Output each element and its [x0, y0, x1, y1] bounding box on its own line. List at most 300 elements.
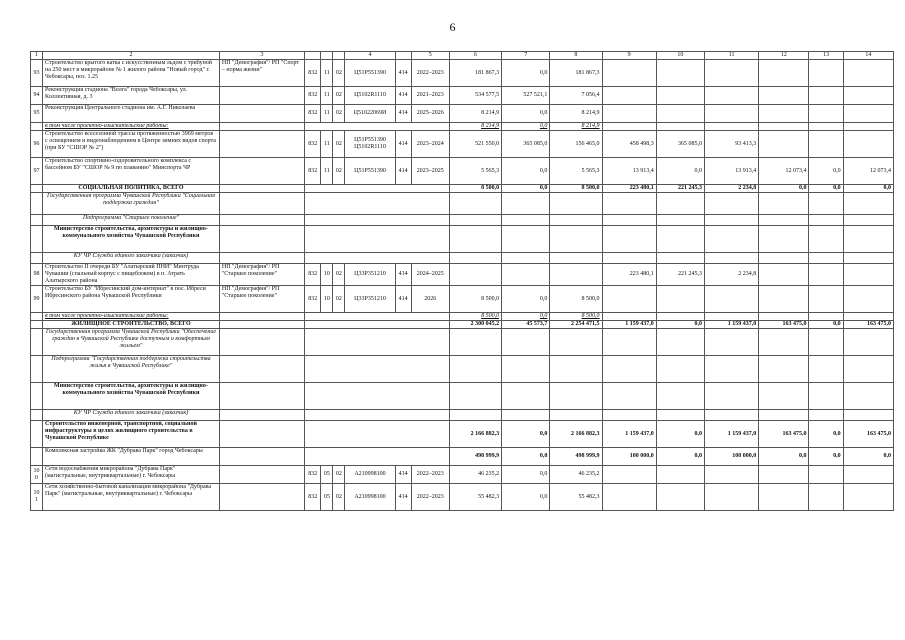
- amount-v12: 163 475,0: [759, 321, 809, 329]
- grbs-code: 832: [305, 484, 321, 511]
- amount-v6: 2 300 045,2: [449, 321, 501, 329]
- amount-v14: [843, 105, 893, 123]
- amount-v12: 12 073,4: [759, 158, 809, 185]
- amount-v11: 1 159 437,0: [705, 321, 759, 329]
- amount-v9: 223 480,1: [602, 264, 656, 286]
- amount-v12: [759, 60, 809, 87]
- amount-v7: 0,0: [502, 484, 550, 511]
- empty-cell: [305, 448, 450, 466]
- amount-v8: 46 235,2: [550, 466, 602, 484]
- program-name: [219, 466, 304, 484]
- empty-cell: [305, 123, 450, 131]
- amount-v13: [809, 484, 843, 511]
- amount-v8: 8 214,9: [550, 105, 602, 123]
- amount-v6: 5 565,3: [449, 158, 501, 185]
- target-article-code: А210998100: [345, 484, 395, 511]
- amount-v10: [656, 87, 704, 105]
- amount-v10: [656, 123, 704, 131]
- empty-cell: [219, 421, 304, 448]
- table-row: [31, 286, 894, 313]
- target-article-code: Ц33Р351210: [345, 264, 395, 286]
- section-code: 05: [321, 466, 333, 484]
- grbs-code: 832: [305, 87, 321, 105]
- amount-v11: [705, 329, 759, 356]
- program-name: НП "Демография"/ РП "Старшее поколение": [219, 286, 304, 313]
- empty-cell: [305, 356, 450, 383]
- construction-period: 2022–2023: [411, 466, 449, 484]
- amount-v12: [759, 253, 809, 264]
- amount-v13: [809, 466, 843, 484]
- column-header: 7: [502, 52, 550, 60]
- row-number: 98: [31, 264, 43, 286]
- amount-v6: [449, 410, 501, 421]
- section-header-row: [31, 253, 894, 264]
- column-header: 14: [843, 52, 893, 60]
- amount-v12: [759, 313, 809, 321]
- column-header: [321, 52, 333, 60]
- amount-v14: [843, 313, 893, 321]
- table-row: [31, 264, 894, 286]
- row-title: СОЦИАЛЬНАЯ ПОЛИТИКА, ВСЕГО: [43, 185, 220, 193]
- subsection-code: 02: [333, 264, 345, 286]
- amount-v7: [502, 410, 550, 421]
- amount-v10: [656, 466, 704, 484]
- target-article-code: Ц5102R1110: [345, 87, 395, 105]
- amount-v10: [656, 410, 704, 421]
- amount-v8: [550, 193, 602, 215]
- section-title: КУ ЧР Служба единого заказчика (заказчик): [43, 410, 220, 421]
- budget-table: [30, 51, 894, 511]
- grbs-code: 832: [305, 158, 321, 185]
- amount-v9: [602, 484, 656, 511]
- amount-v14: [843, 60, 893, 87]
- amount-v12: [759, 466, 809, 484]
- amount-v9: 1 159 437,0: [602, 321, 656, 329]
- target-article-code: Ц51Р551390 Ц5102R1110: [345, 131, 395, 158]
- amount-v7: [502, 356, 550, 383]
- amount-v10: [656, 105, 704, 123]
- amount-v8: 156 465,0: [550, 131, 602, 158]
- amount-v6: [449, 383, 501, 410]
- amount-v12: [759, 193, 809, 215]
- amount-v8: [550, 356, 602, 383]
- amount-v9: [602, 286, 656, 313]
- expense-type-code: 414: [395, 286, 411, 313]
- amount-v8: 181 867,3: [550, 60, 602, 87]
- section-title: Подпрограмма "Государственная поддержка строительства жилья в Чувашской Республике": [43, 356, 220, 383]
- subsection-code: 02: [333, 131, 345, 158]
- program-name: НП "Демография"/ РП "Старшее поколение": [219, 264, 304, 286]
- amount-v10: [656, 253, 704, 264]
- table-row: [31, 131, 894, 158]
- column-header: 4: [345, 52, 395, 60]
- amount-v11: [705, 286, 759, 313]
- amount-v13: [809, 313, 843, 321]
- amount-v10: 0,0: [656, 321, 704, 329]
- amount-v11: [705, 356, 759, 383]
- empty-cell: [219, 185, 304, 193]
- amount-v14: [843, 484, 893, 511]
- column-header: 10: [656, 52, 704, 60]
- row-title: в том числе проектно-изыскательские работы:: [43, 313, 220, 321]
- amount-v7: 0,0: [502, 286, 550, 313]
- empty-cell: [219, 383, 304, 410]
- amount-v9: [602, 60, 656, 87]
- amount-v14: 0,0: [843, 448, 893, 466]
- empty-cell: [219, 123, 304, 131]
- amount-v9: [602, 329, 656, 356]
- row-number: 100: [31, 466, 43, 484]
- amount-v14: [843, 383, 893, 410]
- amount-v10: [656, 286, 704, 313]
- amount-v11: 1 159 437,0: [705, 421, 759, 448]
- construction-period: 2025–2026: [411, 105, 449, 123]
- amount-v13: [809, 131, 843, 158]
- row-number: [31, 321, 43, 329]
- row-number: [31, 383, 43, 410]
- amount-v6: [449, 193, 501, 215]
- object-name: Реконструкция стадиона "Волга" города Чебоксары, ул. Коллективная, д. 3: [43, 87, 220, 105]
- row-title: в том числе проектно-изыскательские работы:: [43, 123, 220, 131]
- amount-v7: 0,0: [502, 421, 550, 448]
- object-name: Строительство БУ "Ибресинский дом-интернат" в пос. Ибреси Ибресинского района Чувашской Республики: [43, 286, 220, 313]
- construction-period: 2024–2025: [411, 264, 449, 286]
- amount-v11: [705, 253, 759, 264]
- amount-v12: [759, 264, 809, 286]
- table-row: [31, 87, 894, 105]
- column-header: 11: [705, 52, 759, 60]
- row-number: 101: [31, 484, 43, 511]
- target-article-code: А210998100: [345, 466, 395, 484]
- amount-v6: 8 214,9: [449, 105, 501, 123]
- amount-v12: [759, 329, 809, 356]
- row-title: Строительство инженерной, транспортной, социальной инфраструктуры в целях жилищного строительства в Чувашской Республике: [43, 421, 220, 448]
- row-number: [31, 448, 43, 466]
- column-header: 1: [31, 52, 43, 60]
- amount-v7: 0,0: [502, 158, 550, 185]
- amount-v6: [449, 226, 501, 253]
- expense-type-code: 414: [395, 484, 411, 511]
- grbs-code: 832: [305, 286, 321, 313]
- amount-v6: [449, 356, 501, 383]
- amount-v8: [550, 215, 602, 226]
- table-row: [31, 158, 894, 185]
- empty-cell: [305, 383, 450, 410]
- empty-cell: [305, 215, 450, 226]
- amount-v13: [809, 60, 843, 87]
- grbs-code: 832: [305, 60, 321, 87]
- amount-v11: [705, 484, 759, 511]
- section-code: 11: [321, 60, 333, 87]
- section-header-row: [31, 215, 894, 226]
- amount-v8: 2 166 882,3: [550, 421, 602, 448]
- amount-v14: [843, 87, 893, 105]
- group-row: [31, 421, 894, 448]
- amount-v8: [550, 253, 602, 264]
- row-number: [31, 226, 43, 253]
- amount-v11: [705, 215, 759, 226]
- amount-v7: 0,0: [502, 313, 550, 321]
- amount-v14: [843, 253, 893, 264]
- row-number: [31, 215, 43, 226]
- amount-v14: [843, 286, 893, 313]
- amount-v13: 0,0: [809, 321, 843, 329]
- amount-v9: 100 000,0: [602, 448, 656, 466]
- target-article-code: Ц33Р351210: [345, 286, 395, 313]
- amount-v11: [705, 313, 759, 321]
- amount-v13: 0,0: [809, 185, 843, 193]
- amount-v9: [602, 105, 656, 123]
- amount-v9: [602, 226, 656, 253]
- amount-v12: [759, 131, 809, 158]
- amount-v14: [843, 226, 893, 253]
- subsection-code: 02: [333, 60, 345, 87]
- amount-v8: 498 999,9: [550, 448, 602, 466]
- column-header: [333, 52, 345, 60]
- amount-v11: [705, 105, 759, 123]
- program-name: [219, 131, 304, 158]
- amount-v13: [809, 383, 843, 410]
- amount-v13: [809, 286, 843, 313]
- row-number: 94: [31, 87, 43, 105]
- amount-v7: 0,0: [502, 123, 550, 131]
- section-header-row: [31, 329, 894, 356]
- amount-v14: [843, 410, 893, 421]
- row-number: 99: [31, 286, 43, 313]
- amount-v9: [602, 356, 656, 383]
- amount-v10: [656, 313, 704, 321]
- amount-v10: [656, 484, 704, 511]
- row-number: [31, 193, 43, 215]
- amount-v8: 7 056,4: [550, 87, 602, 105]
- amount-v14: 0,0: [843, 185, 893, 193]
- amount-v14: [843, 356, 893, 383]
- column-header: 2: [43, 52, 220, 60]
- amount-v13: [809, 215, 843, 226]
- amount-v6: 521 550,0: [449, 131, 501, 158]
- section-header-row: [31, 193, 894, 215]
- amount-v10: [656, 383, 704, 410]
- empty-cell: [305, 253, 450, 264]
- object-name: Строительство II очереди БУ "Алатырский ПНИ" Минтруда Чувашии (спальный корпус с пищеблоком) в п. Атрать Алатырского района: [43, 264, 220, 286]
- column-header: [305, 52, 321, 60]
- section-title: Министерство строительства, архитектуры и жилищно-коммунального хозяйства Чувашской Республики: [43, 383, 220, 410]
- amount-v6: 181 867,3: [449, 60, 501, 87]
- amount-v7: 0,0: [502, 105, 550, 123]
- grbs-code: 832: [305, 466, 321, 484]
- amount-v11: 2 234,8: [705, 264, 759, 286]
- empty-cell: [219, 313, 304, 321]
- section-title: Подпрограмма "Старшее поколение": [43, 215, 220, 226]
- target-article-code: Ц51022069И: [345, 105, 395, 123]
- amount-v6: 534 577,5: [449, 87, 501, 105]
- section-code: 10: [321, 286, 333, 313]
- amount-v7: [502, 264, 550, 286]
- amount-v11: [705, 226, 759, 253]
- program-name: [219, 87, 304, 105]
- row-title: Комплексная застройка ЖК "Дубрава Парк" город Чебоксары: [43, 448, 220, 466]
- empty-cell: [219, 410, 304, 421]
- column-header: 9: [602, 52, 656, 60]
- section-code: 11: [321, 87, 333, 105]
- column-header: 5: [411, 52, 449, 60]
- empty-cell: [219, 321, 304, 329]
- amount-v11: 93 413,3: [705, 131, 759, 158]
- amount-v10: 221 245,3: [656, 264, 704, 286]
- amount-v12: [759, 484, 809, 511]
- column-header: 13: [809, 52, 843, 60]
- amount-v8: [550, 226, 602, 253]
- table-row: [31, 60, 894, 87]
- subsection-code: 02: [333, 87, 345, 105]
- program-name: [219, 158, 304, 185]
- amount-v7: 45 573,7: [502, 321, 550, 329]
- amount-v10: [656, 329, 704, 356]
- amount-v12: [759, 383, 809, 410]
- grbs-code: 832: [305, 105, 321, 123]
- amount-v6: [449, 329, 501, 356]
- amount-v6: 498 999,9: [449, 448, 501, 466]
- empty-cell: [219, 356, 304, 383]
- section-code: 11: [321, 105, 333, 123]
- amount-v6: 8 500,0: [449, 286, 501, 313]
- expense-type-code: 414: [395, 60, 411, 87]
- column-header: 12: [759, 52, 809, 60]
- amount-v6: 2 166 882,3: [449, 421, 501, 448]
- amount-v7: [502, 329, 550, 356]
- row-number: [31, 313, 43, 321]
- column-header: 8: [550, 52, 602, 60]
- amount-v10: [656, 193, 704, 215]
- row-number: [31, 410, 43, 421]
- amount-v12: [759, 226, 809, 253]
- amount-v13: [809, 329, 843, 356]
- construction-period: 2023–2024: [411, 131, 449, 158]
- empty-cell: [305, 226, 450, 253]
- object-name: Реконструкция Центрального стадиона им. А.Г. Николаева: [43, 105, 220, 123]
- column-number-row: [31, 52, 894, 60]
- amount-v8: 8 500,0: [550, 313, 602, 321]
- amount-v10: 0,0: [656, 448, 704, 466]
- amount-v12: [759, 356, 809, 383]
- amount-v9: [602, 383, 656, 410]
- amount-v7: 527 521,1: [502, 87, 550, 105]
- amount-v11: [705, 410, 759, 421]
- amount-v13: 0,0: [809, 421, 843, 448]
- subsection-code: 02: [333, 484, 345, 511]
- section-title: Министерство строительства, архитектуры и жилищно-коммунального хозяйства Чувашской Республики: [43, 226, 220, 253]
- amount-v8: 2 254 471,5: [550, 321, 602, 329]
- amount-v9: [602, 215, 656, 226]
- amount-v7: [502, 383, 550, 410]
- object-name: Строительство крытого катка с искусственным льдом с трибуной на 250 мест в микрорайоне № 1 жилого района "Новый город" г. Чебоксары, поз. 1.25: [43, 60, 220, 87]
- amount-v6: [449, 215, 501, 226]
- row-number: [31, 123, 43, 131]
- object-name: Строительство спортивно-оздоровительного комплекса с бассейном БУ "СШОР № 9 по плаванию" Минспорта ЧР: [43, 158, 220, 185]
- amount-v12: 0,0: [759, 185, 809, 193]
- amount-v11: [705, 87, 759, 105]
- construction-period: 2022–2023: [411, 484, 449, 511]
- empty-cell: [305, 321, 450, 329]
- amount-v11: 13 913,4: [705, 158, 759, 185]
- construction-period: 2021–2023: [411, 87, 449, 105]
- amount-v13: [809, 87, 843, 105]
- amount-v10: [656, 226, 704, 253]
- section-header-row: [31, 226, 894, 253]
- empty-cell: [219, 329, 304, 356]
- amount-v8: 55 482,3: [550, 484, 602, 511]
- amount-v8: [550, 383, 602, 410]
- amount-v6: 55 482,3: [449, 484, 501, 511]
- amount-v11: [705, 123, 759, 131]
- program-name: [219, 105, 304, 123]
- row-number: [31, 356, 43, 383]
- amount-v8: [550, 410, 602, 421]
- amount-v12: 0,0: [759, 448, 809, 466]
- amount-v9: [602, 410, 656, 421]
- amount-v14: [843, 215, 893, 226]
- expense-type-code: 414: [395, 264, 411, 286]
- construction-period: 2022–2023: [411, 60, 449, 87]
- expense-type-code: 414: [395, 158, 411, 185]
- amount-v9: 13 913,4: [602, 158, 656, 185]
- section-code: 11: [321, 131, 333, 158]
- section-header-row: [31, 383, 894, 410]
- row-number: [31, 253, 43, 264]
- empty-cell: [219, 226, 304, 253]
- column-header: [395, 52, 411, 60]
- amount-v9: [602, 87, 656, 105]
- subsection-code: 02: [333, 286, 345, 313]
- amount-v9: [602, 193, 656, 215]
- total-row: [31, 321, 894, 329]
- amount-v9: 223 480,1: [602, 185, 656, 193]
- amount-v14: 12 073,4: [843, 158, 893, 185]
- amount-v10: [656, 356, 704, 383]
- amount-v8: 8 214,9: [550, 123, 602, 131]
- column-header: 3: [219, 52, 304, 60]
- amount-v13: [809, 123, 843, 131]
- amount-v8: [550, 329, 602, 356]
- amount-v7: 0,0: [502, 185, 550, 193]
- program-name: [219, 484, 304, 511]
- amount-v13: [809, 253, 843, 264]
- construction-period: 2023–2025: [411, 158, 449, 185]
- amount-v10: [656, 60, 704, 87]
- amount-v7: [502, 253, 550, 264]
- amount-v6: 8 500,0: [449, 313, 501, 321]
- amount-v12: [759, 87, 809, 105]
- amount-v11: [705, 383, 759, 410]
- amount-v11: 100 000,0: [705, 448, 759, 466]
- subsection-code: 02: [333, 466, 345, 484]
- amount-v13: 0,0: [809, 158, 843, 185]
- amount-v14: [843, 131, 893, 158]
- amount-v7: [502, 193, 550, 215]
- column-header: 6: [449, 52, 501, 60]
- amount-v7: 365 085,0: [502, 131, 550, 158]
- grbs-code: 832: [305, 131, 321, 158]
- object-name: Сети хозяйственно-бытовой канализации микрорайона "Дубрава Парк" (магистральные, внутриквартальные) г. Чебоксары: [43, 484, 220, 511]
- subsection-code: 02: [333, 158, 345, 185]
- expense-type-code: 414: [395, 131, 411, 158]
- table-row: [31, 466, 894, 484]
- empty-cell: [305, 410, 450, 421]
- amount-v7: [502, 226, 550, 253]
- amount-v13: [809, 264, 843, 286]
- amount-v7: 0,0: [502, 466, 550, 484]
- row-number: 95: [31, 105, 43, 123]
